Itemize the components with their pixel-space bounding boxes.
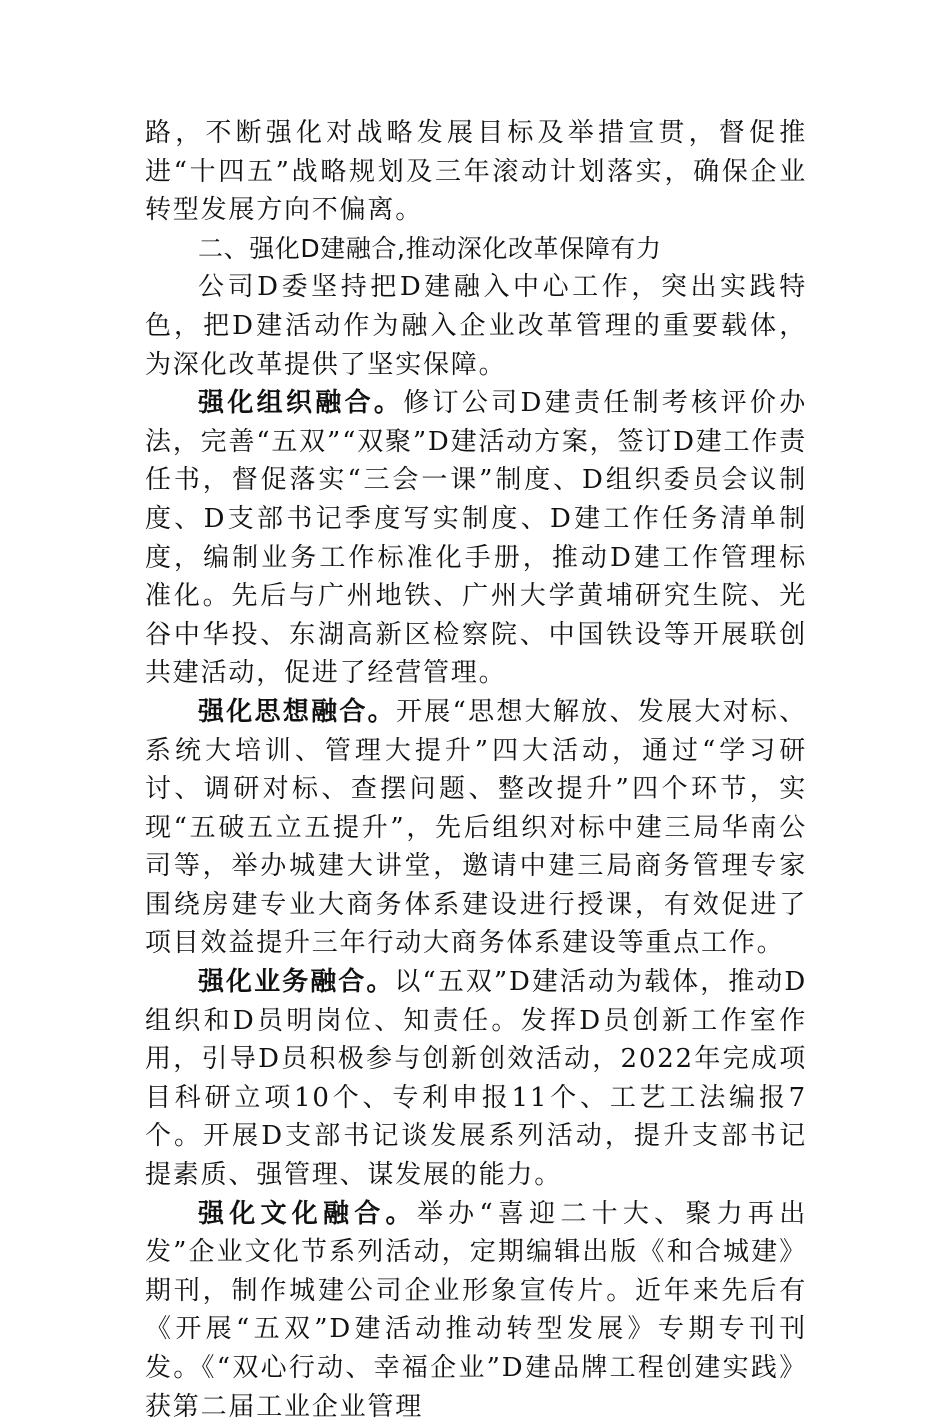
paragraph-ideology — [145, 693, 807, 963]
paragraph-organization — [145, 384, 807, 693]
body-culture: 举办“喜迎二十大、聚力再出发”企业文化节系列活动，定期编辑出版《和合城建》期刊，制作城建公司企业形象宣传片。近年来先后有《开展“五双”D建活动推动转型发展》专期专刊刊发。《“双心行动、幸福企业”D建品牌工程创建实践》获第二届工业企业管理 — [145, 1198, 807, 1422]
lead-culture: 强化文化融合。 — [198, 1198, 417, 1229]
body-ideology: 开展“思想大解放、发展大对标、系统大培训、管理大提升”四大活动，通过“学习研讨、调研对标、查摆问题、整改提升”四个环节，实现“五破五立五提升”，先后组织对标中建三局华南公司等，举办城建大讲堂，邀请中建三局商务管理专家围绕房建专业大商务体系建设进行授课，有效促进了项目效益提升三年行动大商务体系建设等重点工作。 — [145, 696, 807, 959]
lead-ideology: 强化思想融合。 — [198, 696, 396, 727]
lead-business: 强化业务融合。 — [198, 967, 395, 998]
document-page — [145, 114, 807, 1426]
body-business: 以“五双”D建活动为载体，推动D组织和D员明岗位、知责任。发挥D员创新工作室作用，引导D员积极参与创新创效活动，2022年完成项目科研立项10个、专利申报11个、工艺工法编报7个。开展D支部书记谈发展系列活动，提升支部书记提素质、强管理、谋发展的能力。 — [145, 967, 807, 1191]
paragraph-culture — [145, 1195, 807, 1426]
paragraph-intro: 公司D委坚持把D建融入中心工作，突出实践特色，把D建活动作为融入企业改革管理的重要载体，为深化改革提供了坚实保障。 — [145, 272, 807, 380]
paragraph-business — [145, 963, 807, 1195]
body-organization: 修订公司D建责任制考核评价办法，完善“五双”“双聚”D建活动方案，签订D建工作责任书，督促落实“三会一课”制度、D组织委员会议制度、D支部书记季度写实制度、D建工作任务清单制度，编制业务工作标准化手册，推动D建工作管理标准化。先后与广州地铁、广州大学黄埔研究生院、光谷中华投、东湖高新区检察院、中国铁设等开展联创共建活动，促进了经营管理。 — [145, 388, 808, 689]
lead-organization: 强化组织融合。 — [198, 388, 404, 419]
section-heading: 二、强化D建融合,推动深化改革保障有力 — [198, 233, 662, 263]
paragraph-continuation: 路，不断强化对战略发展目标及举措宣贯，督促推进“十四五”战略规划及三年滚动计划落实，确保企业转型发展方向不偏离。 — [145, 118, 807, 226]
